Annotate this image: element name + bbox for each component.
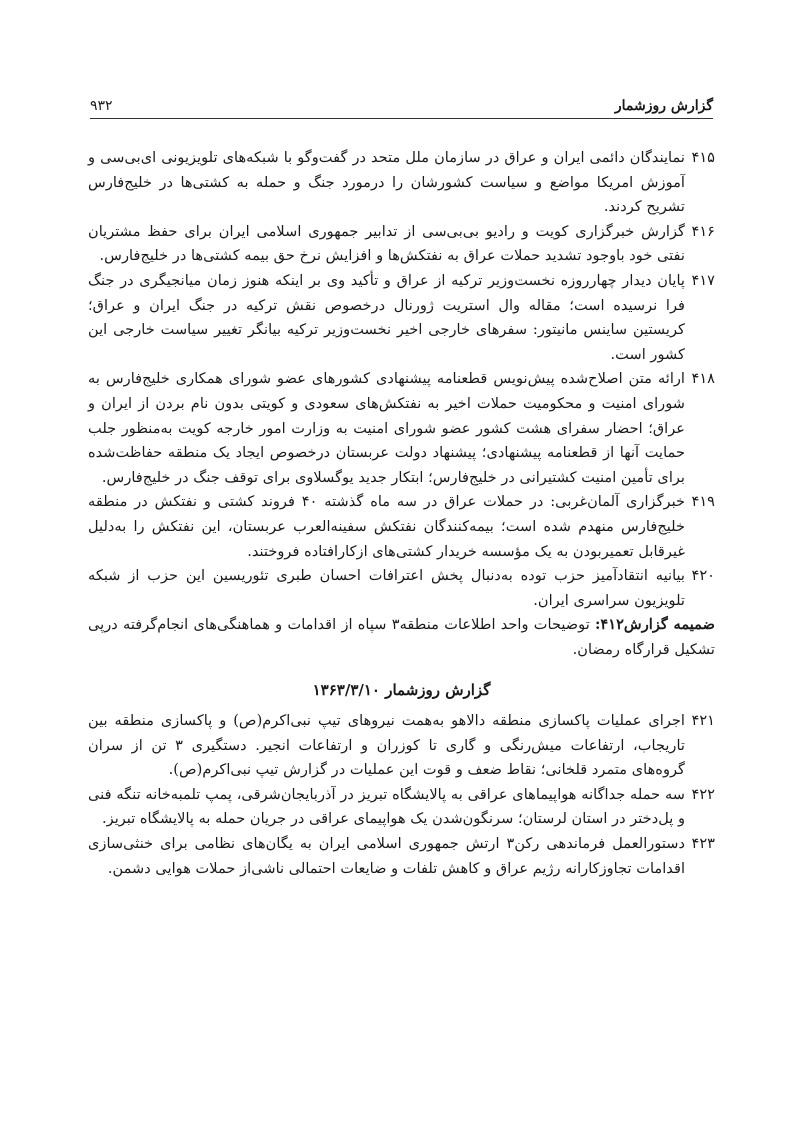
page-number: ۹۳۲ [90, 98, 113, 114]
entry-text: اجرای عملیات پاکسازی منطقه دالاهو به‌همت نیروهای تیپ نبی‌اکرم(ص) و پاکسازی منطقه بین تاریجاب، ارتفاعات میش‌رنگی و گاری تا کوزران و ارتفاعات انجیر. دستگیری ۳ تن از سران گروه‌های متمرد قلخانی؛ نقاط ضعف و قوت این عملیات در گزارش تیپ نبی‌اکرم(ص). [88, 712, 685, 779]
entry-text: پایان دیدار چهارروزه نخست‌وزیر ترکیه از عراق و تأکید وی بر اینکه هنوز زمان میانجیگری در جنگ فرا نرسیده است؛ مقاله وال استریت ژورنال درخصوص نقش ترکیه در جنگ ایران و عراق؛ کریستین ساینس مانیتور: سفرهای خارجی اخیر نخست‌وزیر ترکیه بیانگر تغییر سیاست خارجی این کشور است. [88, 271, 685, 363]
running-title: گزارش روزشمار [614, 98, 713, 114]
entry-420 [88, 564, 715, 613]
entry-number: ۴۲۳ [691, 835, 715, 853]
entry-text: نمایندگان دائمی ایران و عراق در سازمان ملل متحد در گفت‌وگو با شبکه‌های تلویزیونی ای‌بی‌سی و آموزش امریکا مواضع و سیاست کشورشان را درمورد جنگ و حمله به کشتی‌ها در خلیج‌فارس تشریح کردند. [88, 149, 685, 216]
entry-415 [88, 146, 715, 220]
entry-number: ۴۱۸ [691, 370, 715, 388]
entry-number: ۴۲۱ [691, 712, 715, 730]
entry-number: ۴۱۶ [691, 222, 715, 240]
annex-note [88, 613, 715, 662]
annex-text: توضیحات واحد اطلاعات منطقه۳ سپاه از اقدامات و هماهنگی‌های انجام‌گرفته درپی تشکیل قرارگاه رمضان. [88, 616, 715, 658]
page-body [88, 146, 715, 881]
entry-text: دستورالعمل فرماندهی رکن۳ ارتش جمهوری اسلامی ایران به یگان‌های نظامی برای خنثی‌سازی اقدامات تجاوزکارانه رژیم عراق و کاهش تلفات و ضایعات احتمالی ناشی‌از حملات هوایی دشمن. [88, 835, 685, 877]
entry-number: ۴۱۷ [691, 271, 715, 289]
entry-number: ۴۲۰ [691, 567, 715, 585]
day-heading: گزارش روزشمار ۱۳۶۳/۳/۱۰ [312, 681, 491, 700]
entry-text: بیانیه انتقادآمیز حزب توده به‌دنبال پخش اعترافات احسان طبری تئوریسین این حزب از شبکه تلویزیون سراسری ایران. [88, 567, 685, 609]
entry-417 [88, 269, 715, 367]
entry-text: گزارش خبرگزاری کویت و رادیو بی‌بی‌سی از تدابیر جمهوری اسلامی ایران برای حفظ مشتریان نفتی خود باوجود تشدید حملات عراق به نفتکش‌ها و افزایش نرخ حق بیمه کشتی‌ها در خلیج‌فارس. [88, 222, 685, 265]
entry-number: ۴۲۲ [691, 785, 715, 803]
entry-text: سه حمله جداگانه هواپیماهای عراقی به پالایشگاه تبریز در آذربایجان‌شرقی، پمپ تلمبه‌خانه تنگه فنی و پل‌دختر در استان لرستان؛ سرنگون‌شدن یک هواپیمای عراقی در جریان حمله به پالایشگاه تبریز. [88, 785, 685, 828]
entry-418 [88, 367, 715, 490]
entry-422 [88, 783, 715, 832]
entry-text: ارائه متن اصلاح‌شده پیش‌نویس قطعنامه پیشنهادی کشورهای عضو شورای همکاری خلیج‌فارس به شورای امنیت و محکومیت حملات اخیر به نفتکش‌های سعودی و کویتی بدون نام بردن از ایران و عراق؛ احضار سفرای هشت کشور عضو شورای امنیت به وزارت امور خارجه کویت به‌منظور جلب حمایت آنها از قطعنامه پیشنهادی؛ پیشنهاد دولت عربستان درخصوص ایجاد یک منطقه حفاظت‌شده برای تأمین امنیت کشتیرانی در خلیج‌فارس؛ ابتکار جدید یوگسلاوی برای توقف جنگ در خلیج‌فارس. [88, 370, 685, 486]
entry-416 [88, 220, 715, 269]
entry-423 [88, 832, 715, 881]
entry-text: خبرگزاری آلمان‌غربی: در حملات عراق در سه ماه گذشته ۴۰ فروند کشتی و نفتکش در منطقه خلیج‌فارس منهدم شده است؛ بیمه‌کنندگان نفتکش سفینه‌العرب عربستان، این نفتکش را به‌دلیل غیرقابل تعمیربودن به یک مؤسسه خریدار کشتی‌های ازکارافتاده فروختند. [88, 493, 686, 560]
annex-label: ضمیمه گزارش۴۱۲: [595, 616, 716, 634]
entry-number: ۴۱۹ [691, 493, 715, 511]
entry-number: ۴۱۵ [691, 149, 715, 166]
entry-419 [88, 490, 715, 564]
entry-421 [88, 709, 715, 783]
page-header [90, 88, 713, 119]
